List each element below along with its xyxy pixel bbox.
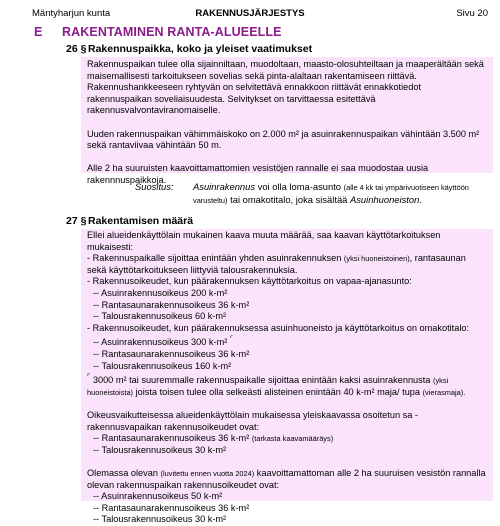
s27-number: 27 § [66, 215, 87, 227]
s27-d3: -- Talousrakennusoikeus 30 k-m² [93, 514, 227, 525]
s26-heading [66, 43, 312, 55]
s27-b1: -- Asuinrakennusoikeus 300 k-m² [93, 337, 228, 348]
s27-p3-note: (luvitettu ennen vuotta 2024) [160, 469, 255, 478]
s27-rule-4 [87, 372, 487, 398]
s27-rule-3: - Rakennusoikeudet, kun päärakennuksessa asuinhuoneisto ja käyttötarkoitus on omakotitalo: [87, 322, 470, 333]
section-title: RAKENTAMINEN RANTA-ALUEELLE [62, 25, 282, 39]
s27-c1-text: -- Rantasaunarakennusoikeus 36 k-m² [93, 433, 252, 444]
header-municipality: Mäntyharjun kunta [32, 8, 111, 19]
s27-c1-note: (tarkasta kaavamääräys) [251, 434, 334, 444]
s27-intro: Ellei alueidenkäyttölain mukainen kaava muuta määrää, saa kaavan käyttötarkoituksen mukaisesti: [87, 230, 441, 252]
term-asuinrakennus: Asuinrakennus [193, 181, 256, 192]
s27-title: Rakentamisen määrä [88, 215, 194, 227]
s27-rule-4-note-2: (vierasmaja). [422, 387, 466, 397]
s27-rule-2: - Rakennusoikeudet, kun päärakennuksen käyttötarkoitus on vapaa-ajanasunto: [87, 276, 412, 287]
s27-rule-4-text-2: joista toisen tulee olla selkeästi alisteinen enintään 40 k-m² majа/ tupa [133, 386, 423, 397]
s27-b3: -- Talousrakennusoikeus 160 k-m² [93, 360, 232, 371]
s27-p3-text: Olemassa olevan [87, 468, 161, 478]
s27-a3: -- Talousrakennusoikeus 60 k-m² [93, 311, 227, 322]
term-asuinhuoneisto: Asuinhuoneiston [349, 194, 420, 205]
header-page-number: Sivu 20 [456, 8, 488, 19]
recommendation-text-2: tai omakotitalo, joka sisältää [227, 194, 350, 205]
page-header [0, 8, 500, 22]
s27-rule-1-text-2: , rantasaunan sekä käyttötarkoitukseen liittyviä talousrakennuksia. [87, 253, 466, 275]
s27-rule-1-text: - Rakennuspaikalle sijoittaa enintään yhden asuinrakennuksen [87, 253, 344, 264]
s27-b1-row [87, 334, 487, 349]
s26-paragraph-1: Rakennuspaikan tulee olla sijainniltaan, muodoltaan, maasto-olosuhteiltaan ja maaperältään sekä maisemallisesti tarkoitukseen sovelias sekä pinta-alaltaan rakentamiseen riittävä. Rakennushankkeeseen ryhtyvän on selvitettävä ennakkoon riittävät ennakkotiedot rakennuspaikan soveliaisuudesta. Selvitykset on tarvittaessa esitettävä rakennusvalvontaviranomaiselle. [87, 59, 484, 116]
s27-c1 [87, 433, 487, 445]
s26-title: Rakennuspaikka, koko ja yleiset vaatimukset [88, 43, 313, 55]
s27-c2: -- Talousrakennusoikeus 30 k-m² [93, 444, 227, 455]
s27-rule-1-note: (yksi huoneistoinen) [343, 254, 410, 264]
section-heading [34, 25, 282, 39]
s26-paragraph-3: Alle 2 ha suuruisten kaavoittamattomien vesistöjen rannalle ei saa muodostaa uusia rakennnuspaikkoja. [87, 163, 429, 185]
s27-rule-4-note: (yksi huoneistoista) [87, 376, 449, 397]
s27-paragraph-2: Oikeusvaikutteisessa alueidenkäyttölain mukaisessa yleiskaavassa osoitetun sa -rakennusvapaikan rakennusoikeudet ovat: [87, 410, 418, 432]
s26-number: 26 § [66, 43, 87, 55]
recommendation-text [193, 181, 493, 207]
s27-d2: -- Rantasaunarakennusoikeus 36 k-m² [93, 502, 250, 513]
s27-p3-text-2: kaavoittamattoman alle 2 ha suuruisen vesistön rannalla olevan rakennuspaikan rakennusoikeudet ovat: [87, 468, 486, 490]
s27-box [81, 229, 493, 525]
s26-box [81, 57, 493, 185]
s26-paragraph-2: Uuden rakennuspaikan vähimmäiskoko on 2.000 m² ja asuinrakennuspaikan vähintään 3.500 m² sekä rantaviivaa vähintään 50 m. [87, 128, 480, 151]
recommendation-text-3: . [419, 194, 422, 205]
section-letter: E [34, 25, 43, 39]
recommendation-text-1: voi olla loma-asunto [255, 181, 344, 192]
s27-a2: -- Rantasaunarakennusoikeus 36 k-m² [93, 299, 250, 310]
s27-paragraph-3 [87, 468, 487, 491]
s27-a1: -- Asuinrakennusoikeus 200 k-m² [93, 287, 228, 298]
footnote-mark-icon: ⌜ [87, 374, 91, 382]
footnote-mark-icon: ⌜ [229, 336, 234, 344]
s27-d1: -- Asuinrakennusoikeus 50 k-m² [93, 491, 223, 502]
header-doc-title: RAKENNUSJÄRJESTYS [195, 8, 305, 19]
s27-rule-1 [87, 253, 487, 276]
recommendation-note: (alle 4 kk tai ympärivuotiseen käyttöön varusteltu) [193, 183, 469, 205]
s27-heading [66, 215, 193, 227]
s27-rule-4-text: 3000 m² tai suuremmalle rakennuspaikalle sijoittaa enintään kaksi asuinrakennusta [92, 375, 433, 386]
s27-b2: -- Rantasaunarakennusoikeus 36 k-m² [93, 349, 250, 359]
recommendation-label: Suositus: [135, 181, 174, 192]
